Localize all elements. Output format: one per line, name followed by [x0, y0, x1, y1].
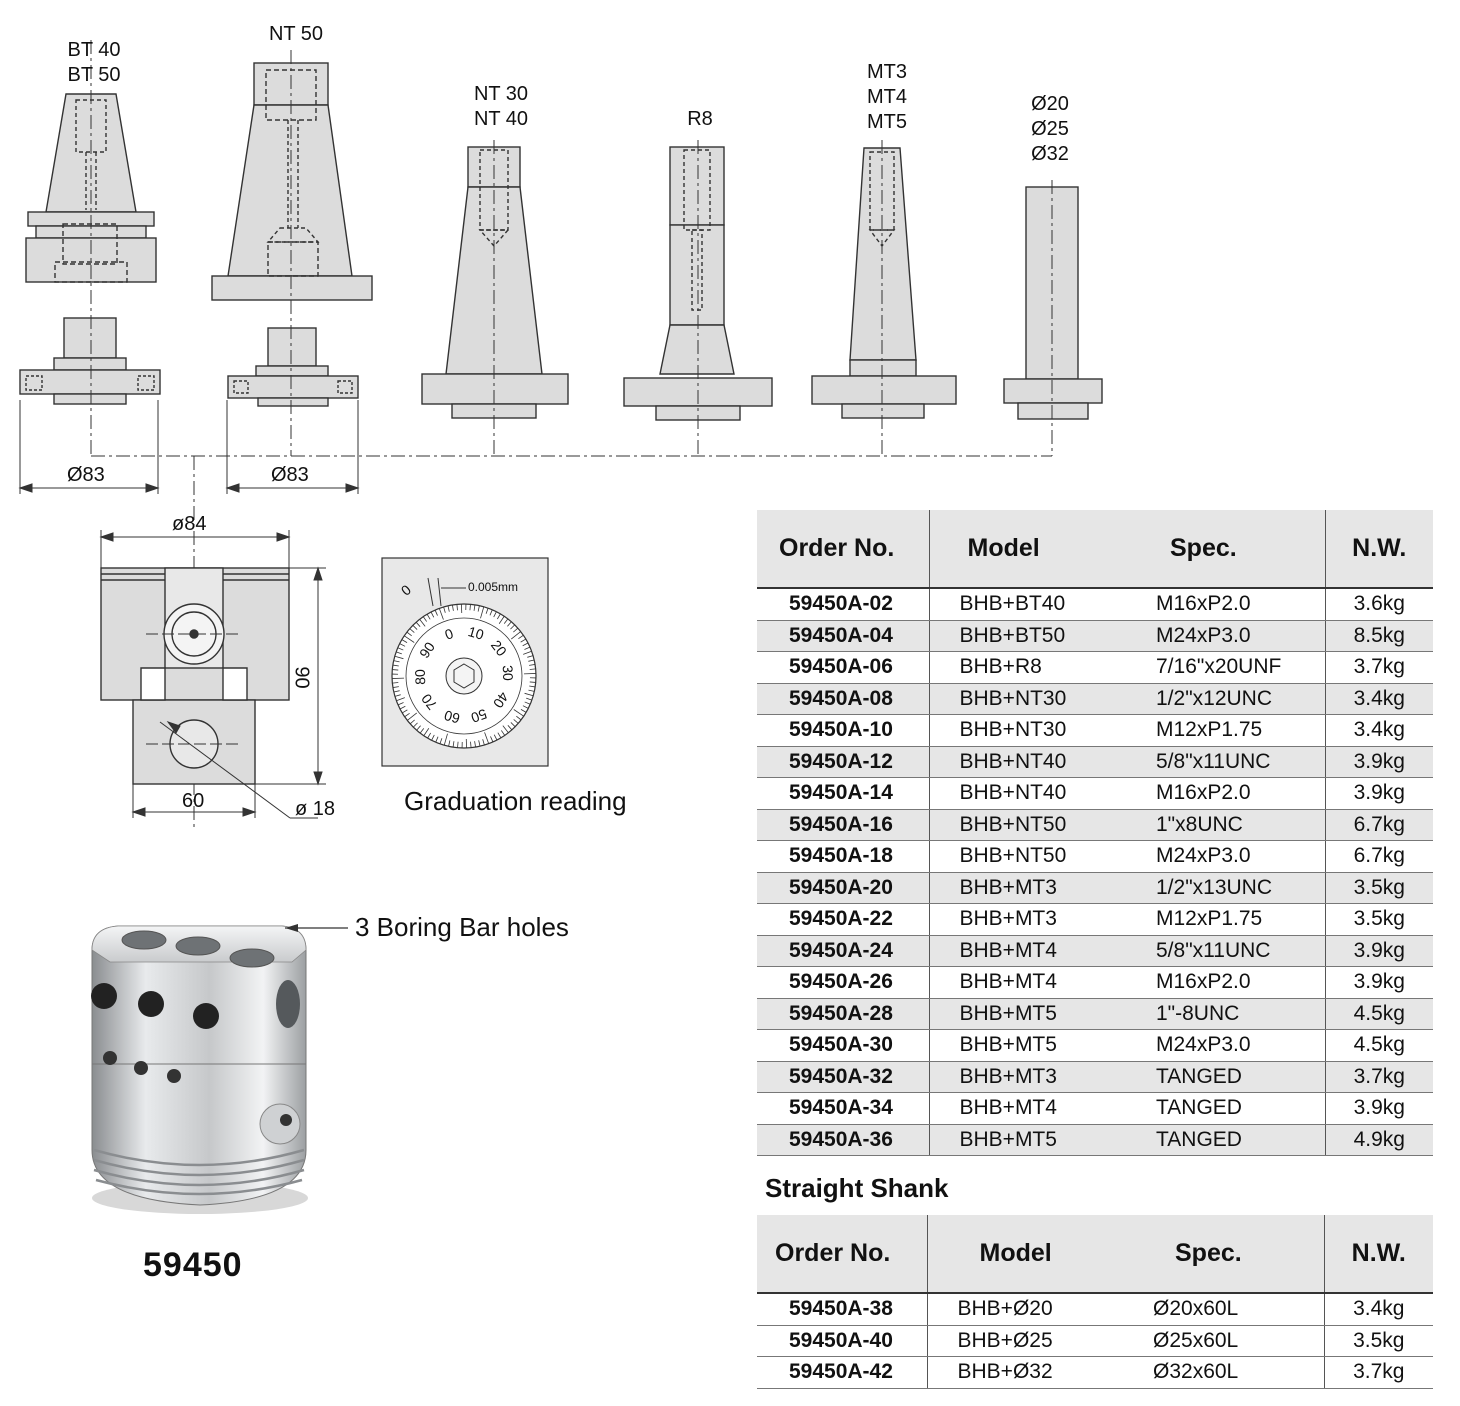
table-row [757, 683, 1433, 715]
cell-model: BHB+MT4 [929, 935, 1126, 967]
cell-nw: 4.9kg [1325, 1124, 1433, 1156]
table-row [757, 652, 1433, 684]
cell-order: 59450A-22 [757, 904, 929, 936]
cell-order: 59450A-26 [757, 967, 929, 999]
cell-order: 59450A-02 [757, 588, 929, 620]
nt-label-line: NT 40 [473, 108, 529, 130]
mt-label-line: MT4 [867, 86, 907, 108]
cell-nw: 4.5kg [1325, 998, 1433, 1030]
table-header-row [757, 510, 1433, 588]
cell-spec: 1"x8UNC [1126, 809, 1325, 841]
dial-number: 90 [416, 639, 439, 662]
cell-model: BHB+NT50 [929, 809, 1126, 841]
cell-nw: 4.5kg [1325, 1030, 1433, 1062]
dim-diameter-84: ø84 [172, 513, 207, 535]
cell-model: BHB+Ø25 [927, 1325, 1123, 1357]
cell-model: BHB+MT4 [929, 967, 1126, 999]
cell-order: 59450A-36 [757, 1124, 929, 1156]
cell-model: BHB+MT5 [929, 1030, 1126, 1062]
cell-order: 59450A-28 [757, 998, 929, 1030]
dial-number: 50 [469, 706, 490, 727]
cell-spec: M16xP2.0 [1126, 967, 1325, 999]
cell-spec: Ø25x60L [1123, 1325, 1324, 1357]
cell-spec: M24xP3.0 [1126, 620, 1325, 652]
r8-label-line: R8 [687, 108, 713, 130]
cell-model: BHB+BT40 [929, 588, 1126, 620]
nt-label-line: NT 30 [473, 83, 529, 105]
cell-spec: TANGED [1126, 1061, 1325, 1093]
table-row [757, 746, 1433, 778]
table-row [757, 1030, 1433, 1062]
table-row [757, 872, 1433, 904]
cell-spec: Ø32x60L [1123, 1357, 1324, 1389]
cell-spec: M12xP1.75 [1126, 715, 1325, 747]
graduation-caption: Graduation reading [404, 786, 627, 816]
cell-order: 59450A-30 [757, 1030, 929, 1062]
dial-tick [530, 682, 536, 683]
dial-number: 0 [442, 624, 456, 643]
cell-order: 59450A-18 [757, 841, 929, 873]
dial-number: 30 [499, 665, 517, 682]
table-row [757, 1124, 1433, 1156]
cell-model: BHB+R8 [929, 652, 1126, 684]
cell-nw: 3.7kg [1325, 1061, 1433, 1093]
straight-shank-title: Straight Shank [765, 1173, 949, 1203]
dial-number: 40 [489, 688, 512, 711]
straight-shank-drawing [1004, 187, 1102, 419]
header-nw: N.W. [1325, 510, 1433, 588]
cell-model: BHB+BT50 [929, 620, 1126, 652]
nt-shank-drawing [422, 147, 568, 418]
cell-order: 59450A-16 [757, 809, 929, 841]
cell-model: BHB+NT30 [929, 683, 1126, 715]
cell-nw: 3.5kg [1324, 1325, 1433, 1357]
cell-order: 59450A-06 [757, 652, 929, 684]
r8-shank-label [655, 107, 745, 132]
cell-model: BHB+Ø32 [927, 1357, 1123, 1389]
table-row [757, 841, 1433, 873]
dial-zero-marker: 0 [397, 581, 415, 599]
table-row [757, 935, 1433, 967]
cell-order: 59450A-10 [757, 715, 929, 747]
cell-order: 59450A-38 [757, 1293, 927, 1325]
cell-nw: 3.9kg [1325, 778, 1433, 810]
nt-shank-label [456, 82, 546, 132]
dial-tick [458, 742, 459, 748]
straight-label-line: Ø25 [1031, 118, 1069, 140]
cell-nw: 3.9kg [1325, 967, 1433, 999]
cell-spec: M24xP3.0 [1126, 1030, 1325, 1062]
cell-order: 59450A-08 [757, 683, 929, 715]
boring-head-drawing [101, 568, 289, 784]
cell-spec: 1/2"x12UNC [1126, 683, 1325, 715]
table-row [757, 1325, 1433, 1357]
cell-order: 59450A-34 [757, 1093, 929, 1125]
cell-nw: 3.9kg [1325, 746, 1433, 778]
main-spec-table [757, 510, 1433, 1156]
dial-number: 80 [411, 668, 429, 685]
cell-order: 59450A-32 [757, 1061, 929, 1093]
cell-model: BHB+NT40 [929, 778, 1126, 810]
dial-tick [470, 604, 471, 610]
cell-order: 59450A-14 [757, 778, 929, 810]
header-spec: Spec. [1126, 510, 1325, 588]
table-row [757, 1061, 1433, 1093]
dim-height-90: 90 [290, 666, 313, 689]
cell-spec: 5/8"x11UNC [1126, 746, 1325, 778]
header-nw: N.W. [1324, 1215, 1433, 1293]
cell-nw: 3.4kg [1324, 1293, 1433, 1325]
cell-model: BHB+MT4 [929, 1093, 1126, 1125]
cell-spec: M16xP2.0 [1126, 778, 1325, 810]
bt-label-line: BT 50 [67, 64, 121, 86]
cell-model: BHB+NT50 [929, 841, 1126, 873]
header-model: Model [927, 1215, 1123, 1293]
cell-spec: M24xP3.0 [1126, 841, 1325, 873]
cell-model: BHB+MT3 [929, 872, 1126, 904]
cell-spec: TANGED [1126, 1093, 1325, 1125]
graduation-step-label: 0.005mm [468, 580, 519, 594]
dial-number: 70 [418, 691, 441, 714]
cell-spec: 5/8"x11UNC [1126, 935, 1325, 967]
cell-spec: 1/2"x13UNC [1126, 872, 1325, 904]
table-row [757, 809, 1433, 841]
header-order-no: Order No. [757, 1215, 927, 1293]
cell-model: BHB+NT40 [929, 746, 1126, 778]
dim-diameter-83-right: Ø83 [271, 464, 309, 486]
cell-spec: M12xP1.75 [1126, 904, 1325, 936]
table-row [757, 998, 1433, 1030]
cell-model: BHB+Ø20 [927, 1293, 1123, 1325]
straight-table-body [757, 1293, 1433, 1388]
table-row [757, 1093, 1433, 1125]
cell-spec: M16xP2.0 [1126, 588, 1325, 620]
nt50-shank-label [251, 22, 341, 47]
cell-model: BHB+MT5 [929, 1124, 1126, 1156]
cell-nw: 8.5kg [1325, 620, 1433, 652]
straight-label-line: Ø20 [1031, 93, 1069, 115]
product-photo [91, 924, 348, 1214]
cell-spec: TANGED [1126, 1124, 1325, 1156]
cell-nw: 3.6kg [1325, 588, 1433, 620]
header-order-no: Order No. [757, 510, 929, 588]
bt-shank-drawing [20, 94, 160, 404]
cell-order: 59450A-12 [757, 746, 929, 778]
table-row [757, 1357, 1433, 1389]
mt-shank-label [842, 60, 932, 135]
cell-model: BHB+MT5 [929, 998, 1126, 1030]
cell-nw: 3.4kg [1325, 715, 1433, 747]
header-model: Model [929, 510, 1126, 588]
cell-nw: 3.4kg [1325, 683, 1433, 715]
cell-order: 59450A-40 [757, 1325, 927, 1357]
cell-order: 59450A-42 [757, 1357, 927, 1389]
dial-number: 10 [466, 622, 486, 643]
nt50-shank-drawing [212, 63, 372, 406]
table-row [757, 588, 1433, 620]
table-row [757, 620, 1433, 652]
cell-nw: 3.5kg [1325, 904, 1433, 936]
cell-model: BHB+MT3 [929, 904, 1126, 936]
cell-nw: 3.9kg [1325, 935, 1433, 967]
cell-order: 59450A-24 [757, 935, 929, 967]
cell-nw: 3.5kg [1325, 872, 1433, 904]
straight-shank-label [1005, 92, 1095, 167]
dim-diameter-18: ø 18 [295, 798, 336, 820]
table-row [757, 967, 1433, 999]
cell-nw: 3.7kg [1324, 1357, 1433, 1389]
cell-order: 59450A-04 [757, 620, 929, 652]
boring-holes-caption: 3 Boring Bar holes [355, 912, 569, 942]
cell-nw: 6.7kg [1325, 809, 1433, 841]
cell-order: 59450A-20 [757, 872, 929, 904]
cell-spec: 1"-8UNC [1126, 998, 1325, 1030]
header-spec: Spec. [1123, 1215, 1324, 1293]
mt-shank-drawing [812, 148, 956, 418]
cell-spec: Ø20x60L [1123, 1293, 1324, 1325]
mt-label-line: MT5 [867, 111, 907, 133]
straight-spec-table [757, 1215, 1433, 1389]
nt50-label-line: NT 50 [268, 23, 324, 45]
cell-spec: 7/16"x20UNF [1126, 652, 1325, 684]
straight-label-line: Ø32 [1031, 143, 1069, 165]
table-row [757, 1293, 1433, 1325]
main-table-body [757, 588, 1433, 1156]
dial-number: 20 [487, 636, 510, 659]
table-row [757, 778, 1433, 810]
dim-width-60: 60 [182, 790, 205, 812]
table-row [757, 715, 1433, 747]
dim-diameter-83-left: Ø83 [67, 464, 105, 486]
cell-nw: 3.9kg [1325, 1093, 1433, 1125]
table-row [757, 904, 1433, 936]
cell-model: BHB+MT3 [929, 1061, 1126, 1093]
bt-label-line: BT 40 [67, 39, 121, 61]
dial-tick [392, 670, 398, 671]
cell-nw: 6.7kg [1325, 841, 1433, 873]
cell-model: BHB+NT30 [929, 715, 1126, 747]
dial-number: 60 [442, 707, 462, 728]
mt-label-line: MT3 [867, 61, 907, 83]
bt-shank-label [49, 38, 139, 88]
table-header-row [757, 1215, 1433, 1293]
product-number: 59450 [143, 1246, 243, 1284]
cell-nw: 3.7kg [1325, 652, 1433, 684]
